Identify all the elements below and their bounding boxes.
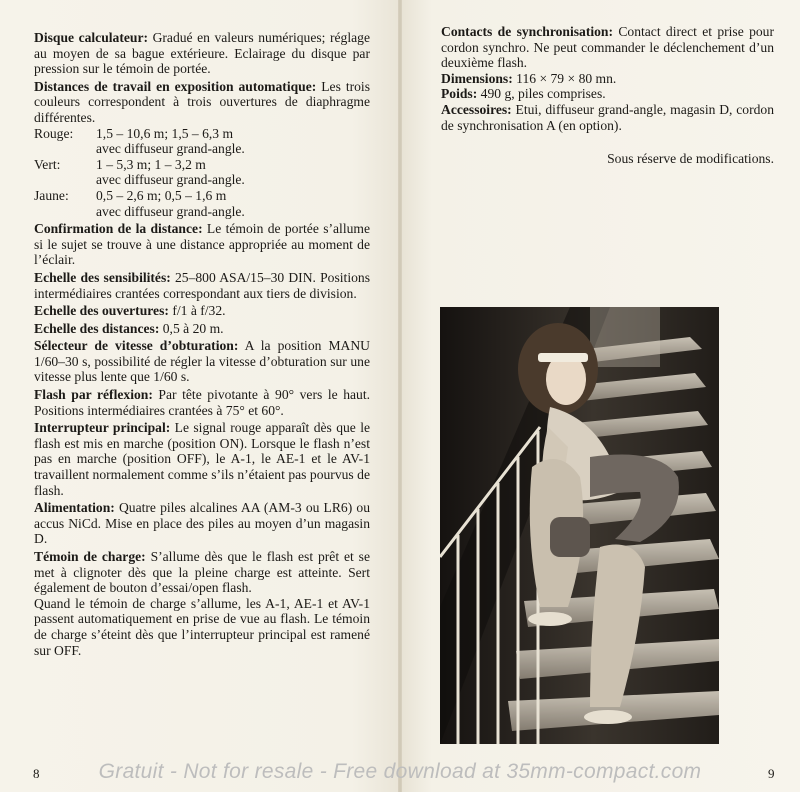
spec-term: Poids: (441, 86, 478, 102)
spec-text: Les trois couleurs correspondent à trois ouvertures de diaphragme différentes. (34, 78, 371, 125)
spec-term: Echelle des ouvertures: (34, 303, 169, 319)
page-number-right: 9 (768, 766, 775, 781)
spec-alimentation (34, 500, 370, 547)
spec-term: Confirmation de la distance: (34, 221, 203, 237)
spec-term: Dimensions: (441, 70, 513, 86)
spec-text: S’allume dès que le flash est prêt et se met à clignoter dès que la pleine charge est atteinte. Sert également de bouton d’essai/open flash. (34, 549, 370, 596)
page-number-left: 8 (33, 766, 40, 781)
spec-temoin (34, 549, 370, 596)
photo-illustration (440, 307, 719, 744)
spec-text: Quatre piles alcalines AA (AM-3 ou LR6) ou accus NiCd. Mise en place des piles au moyen d’un magasin D. (34, 500, 370, 547)
spec-sensibilites (34, 270, 370, 301)
zone-name: Vert: (34, 156, 61, 172)
zone-name: Rouge: (34, 125, 74, 141)
spec-disque (34, 30, 370, 77)
spec-ouvertures (34, 303, 370, 319)
spec-term: Interrupteur principal: (34, 420, 171, 436)
spec-distances (34, 321, 370, 337)
spec-accessoires (441, 102, 774, 133)
spec-text: 490 g, piles comprises. (477, 86, 606, 102)
spec-text: 0,5 à 20 m. (159, 320, 224, 336)
spec-text: 25–800 ASA/15–30 DIN. Positions intermédiaires crantées correspondant aux tiers de division. (34, 269, 370, 301)
reserve-note: Sous réserve de modifications. (607, 151, 774, 167)
zone-value: 1 – 5,3 m; 1 – 3,2 m (96, 156, 206, 172)
spec-selecteur (34, 338, 370, 385)
spec-term: Contacts de synchronisation: (441, 24, 614, 39)
spec-temoin-suite: Quand le témoin de charge s’allume, les A-1, AE-1 et AV-1 passent automatiquement en prise de vue au flash. Le témoin de charge s’éteint dès que l’interrupteur principal est ramené sur OFF. (34, 595, 370, 658)
zone-sub: avec diffuseur grand-angle. (96, 203, 245, 219)
spec-flash-reflexion (34, 387, 370, 418)
zone-jaune (34, 188, 370, 219)
zone-rouge (34, 126, 370, 157)
spec-text: Le témoin de portée s’allume si le sujet se trouve à une distance appropriée au moment de l’éclair. (34, 221, 370, 268)
spec-text: Etui, diffuseur grand-angle, magasin D, cordon de synchronisation A (en option). (441, 101, 774, 133)
spec-contacts (441, 24, 774, 71)
spec-term: Echelle des distances: (34, 320, 160, 336)
zone-sub: avec diffuseur grand-angle. (96, 141, 245, 157)
left-text-column (34, 30, 370, 660)
zone-value: 1,5 – 10,6 m; 1,5 – 6,3 m (96, 125, 234, 141)
spec-term: Alimentation: (34, 500, 115, 516)
spec-term: Distances de travail en exposition automatique: (34, 78, 317, 94)
spec-text: 116 × 79 × 80 mn. (512, 70, 617, 86)
watermark-text: Gratuit - Not for resale - Free download at 35mm-compact.com (98, 760, 702, 783)
spec-text: Contact direct et prise pour cordon synchro. Ne peut commander le déclenchement d’un deuxième flash. (441, 24, 774, 71)
spec-text: A la position MANU 1/60–30 s, possibilité de régler la vitesse d’obturation sur une vitesse plus lente que 1/60 s. (34, 338, 370, 385)
zone-value: 0,5 – 2,6 m; 0,5 – 1,6 m (96, 187, 227, 203)
spec-poids (441, 86, 774, 102)
spec-term: Accessoires: (441, 101, 512, 117)
spec-dimensions (441, 71, 774, 87)
spec-text: Gradué en valeurs numériques; réglage au moyen de sa bague extérieure. Eclairage du disque par pression sur le témoin de portée. (34, 30, 370, 77)
zone-sub: avec diffuseur grand-angle. (96, 172, 245, 188)
spec-term: Echelle des sensibilités: (34, 269, 171, 285)
spec-interrupteur (34, 420, 370, 498)
right-text-column (441, 24, 774, 169)
spec-text: Par tête pivotante à 90° vers le haut. Positions intermédiaires crantées à 75° et 60°. (34, 387, 370, 418)
zone-name: Jaune: (34, 187, 69, 203)
spec-text: Le signal rouge apparaît dès que le flash est mis en marche (position ON). Lorsque le flash n’est pas en marche (position OFF), le A-1, le AE-1 et le AV-1 travaillent normalement comme s’ils n’étaient pas pourvus de flash. (34, 420, 371, 498)
spec-term: Sélecteur de vitesse d’obturation: (34, 338, 239, 354)
staircase-photo (440, 307, 719, 744)
zone-vert (34, 157, 370, 188)
spec-term: Disque calculateur: (34, 30, 149, 45)
spec-term: Témoin de charge: (34, 549, 146, 564)
spec-text: f/1 à f/32. (168, 303, 226, 319)
spec-confirmation (34, 221, 370, 268)
spec-distances-travail (34, 79, 370, 126)
book-gutter (398, 0, 402, 792)
spec-term: Flash par réflexion: (34, 387, 153, 403)
